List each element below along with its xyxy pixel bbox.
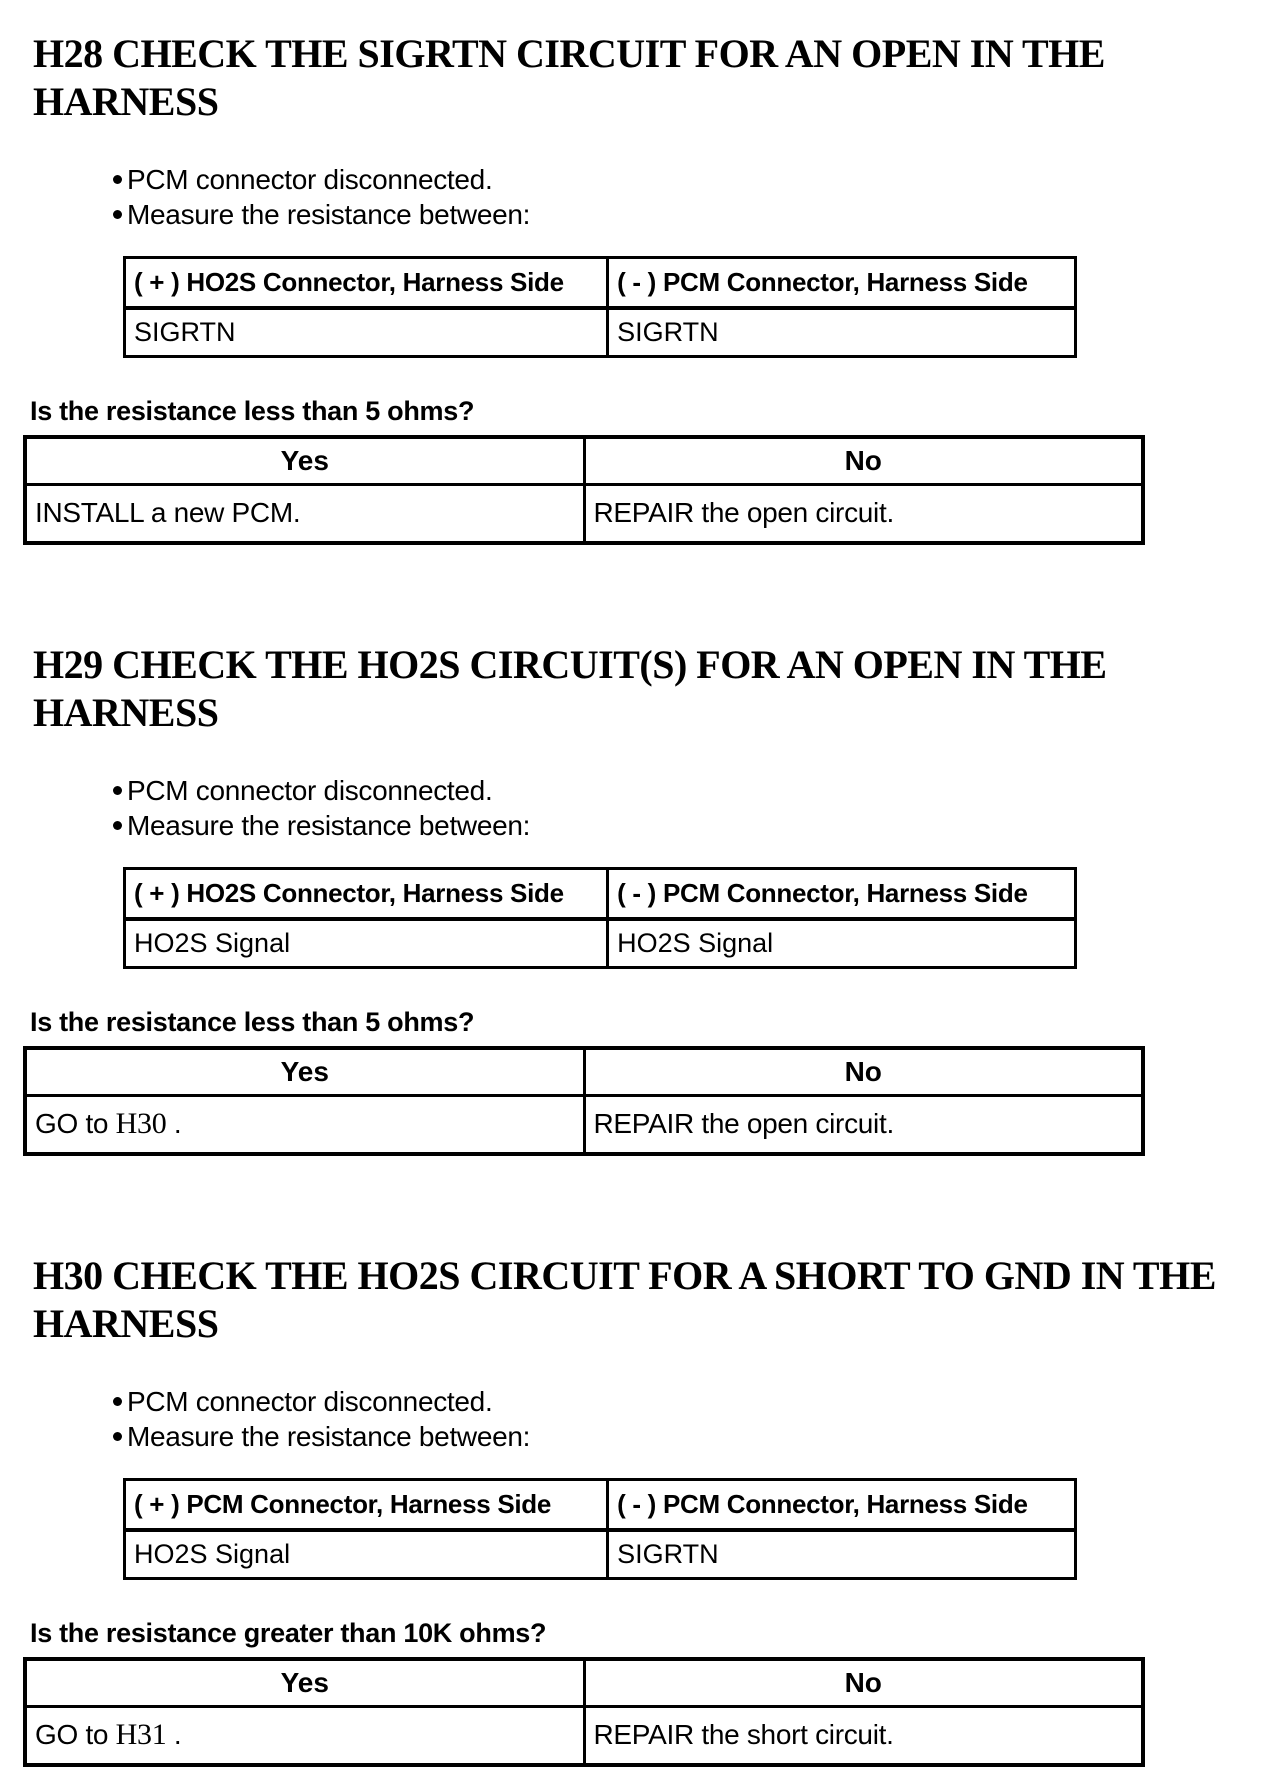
table-header-row — [25, 1659, 1143, 1707]
list-item — [113, 197, 1264, 232]
measurement-table — [123, 256, 1077, 358]
bullet-icon — [113, 821, 122, 830]
positive-lead-value: SIGRTN — [125, 308, 608, 357]
section-heading-line1: H29 CHECK THE HO2S CIRCUIT(S) FOR AN OPEN IN THE — [33, 642, 1107, 687]
instruction-list — [113, 162, 1264, 232]
instruction-text: Measure the resistance between: — [127, 199, 531, 230]
instruction-text: PCM connector disconnected. — [127, 164, 493, 195]
decision-table — [23, 435, 1145, 545]
table-row — [125, 1530, 1076, 1579]
section-heading-line2: HARNESS — [33, 1301, 219, 1346]
measurement-table — [123, 867, 1077, 969]
instruction-text: PCM connector disconnected. — [127, 775, 493, 806]
no-header: No — [584, 437, 1143, 485]
yes-action-cell — [25, 1707, 584, 1766]
no-header: No — [584, 1659, 1143, 1707]
list-item — [113, 773, 1264, 808]
bullet-icon — [113, 175, 122, 184]
yes-header: Yes — [25, 1048, 584, 1096]
yes-header: Yes — [25, 1659, 584, 1707]
section-heading-line1: H30 CHECK THE HO2S CIRCUIT FOR A SHORT TO GND IN THE — [33, 1253, 1216, 1298]
decision-question: Is the resistance less than 5 ohms? — [30, 396, 475, 426]
instruction-text: Measure the resistance between: — [127, 1421, 531, 1452]
yes-action-cell — [25, 485, 584, 544]
section-heading-line2: HARNESS — [33, 79, 219, 124]
decision-question: Is the resistance greater than 10K ohms? — [30, 1618, 547, 1648]
table-row — [25, 1096, 1143, 1155]
negative-lead-header: ( - ) PCM Connector, Harness Side — [608, 258, 1076, 309]
instruction-text: Measure the resistance between: — [127, 810, 531, 841]
section-heading-line2: HARNESS — [33, 690, 219, 735]
negative-lead-header: ( - ) PCM Connector, Harness Side — [608, 869, 1076, 920]
yes-header: Yes — [25, 437, 584, 485]
no-action-cell: REPAIR the short circuit. — [584, 1707, 1143, 1766]
decision-table — [23, 1657, 1145, 1767]
section-heading — [33, 30, 1264, 126]
negative-lead-value: HO2S Signal — [608, 919, 1076, 968]
table-row — [25, 1707, 1143, 1766]
decision-question: Is the resistance less than 5 ohms? — [30, 1007, 475, 1037]
yes-action-text: GO to — [35, 1719, 116, 1750]
table-header-row — [125, 258, 1076, 309]
list-item — [113, 1419, 1264, 1454]
list-item — [113, 808, 1264, 843]
yes-action-text: INSTALL a new PCM. — [35, 497, 301, 528]
bullet-icon — [113, 786, 122, 795]
step-reference: H30 — [115, 1107, 167, 1140]
yes-action-cell — [25, 1096, 584, 1155]
table-row — [125, 308, 1076, 357]
no-action-cell: REPAIR the open circuit. — [584, 485, 1143, 544]
step-reference: H31 — [115, 1718, 167, 1751]
negative-lead-value: SIGRTN — [608, 308, 1076, 357]
negative-lead-header: ( - ) PCM Connector, Harness Side — [608, 1480, 1076, 1531]
positive-lead-header: ( + ) PCM Connector, Harness Side — [125, 1480, 608, 1531]
decision-table — [23, 1046, 1145, 1156]
instruction-text: PCM connector disconnected. — [127, 1386, 493, 1417]
bullet-icon — [113, 1432, 122, 1441]
section-heading — [33, 641, 1264, 737]
pinpoint-test-section-h30 — [0, 1252, 1264, 1767]
table-row — [25, 485, 1143, 544]
table-header-row — [125, 869, 1076, 920]
table-header-row — [25, 437, 1143, 485]
instruction-list — [113, 1384, 1264, 1454]
bullet-icon — [113, 210, 122, 219]
section-heading-line1: H28 CHECK THE SIGRTN CIRCUIT FOR AN OPEN IN THE — [33, 31, 1105, 76]
yes-action-text: GO to — [35, 1108, 116, 1139]
positive-lead-value: HO2S Signal — [125, 1530, 608, 1579]
section-heading — [33, 1252, 1264, 1348]
yes-action-suffix: . — [166, 1108, 182, 1139]
pinpoint-test-section-h28 — [0, 30, 1264, 545]
no-header: No — [584, 1048, 1143, 1096]
negative-lead-value: SIGRTN — [608, 1530, 1076, 1579]
bullet-icon — [113, 1397, 122, 1406]
list-item — [113, 162, 1264, 197]
no-action-cell: REPAIR the open circuit. — [584, 1096, 1143, 1155]
list-item — [113, 1384, 1264, 1419]
instruction-list — [113, 773, 1264, 843]
pinpoint-test-section-h29 — [0, 641, 1264, 1156]
table-header-row — [125, 1480, 1076, 1531]
positive-lead-header: ( + ) HO2S Connector, Harness Side — [125, 869, 608, 920]
positive-lead-header: ( + ) HO2S Connector, Harness Side — [125, 258, 608, 309]
positive-lead-value: HO2S Signal — [125, 919, 608, 968]
yes-action-suffix: . — [166, 1719, 182, 1750]
table-header-row — [25, 1048, 1143, 1096]
table-row — [125, 919, 1076, 968]
measurement-table — [123, 1478, 1077, 1580]
